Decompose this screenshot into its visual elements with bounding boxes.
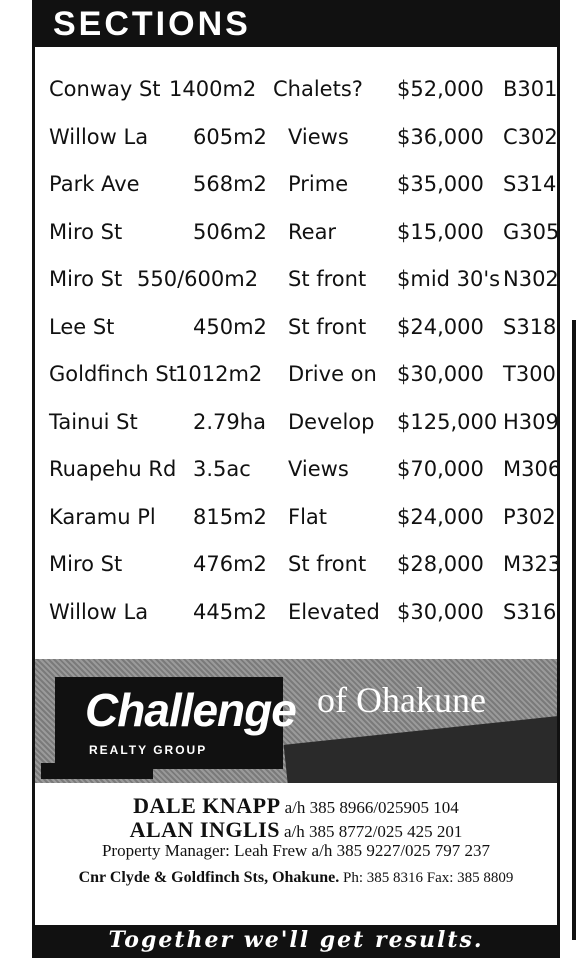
listing-size: 1400m2: [169, 77, 257, 101]
agent-phone: a/h 385 8772/025 425 201: [283, 822, 463, 841]
listing-price: $15,000: [397, 219, 484, 244]
listing-row: [45, 362, 560, 410]
listing-desc: Views: [288, 457, 349, 481]
listing-price: $24,000: [397, 504, 484, 529]
listing-size: 3.5ac: [193, 457, 251, 481]
agent-name: DALE KNAPP: [133, 793, 281, 818]
logo-subtitle: REALTY GROUP: [89, 743, 208, 757]
agent-phone: a/h 385 8966/025905 104: [284, 798, 459, 817]
listings-table: [45, 77, 560, 647]
office-address: Cnr Clyde & Goldfinch Sts, Ohakune.: [78, 869, 340, 886]
listing-street: Willow La: [49, 599, 149, 624]
challenge-logo: [55, 677, 296, 769]
listing-row: [45, 267, 560, 315]
listing-code: S316: [503, 599, 557, 624]
listing-row: [45, 172, 560, 220]
listing-code: H309: [503, 409, 559, 434]
page-edge-bar: [572, 320, 576, 940]
listing-street: Goldfinch St: [49, 362, 177, 386]
listing-code: M306: [503, 457, 562, 481]
logo-wordmark: Challenge: [85, 684, 296, 736]
listing-street: Miro St: [49, 552, 123, 576]
listing-desc: Drive on: [288, 362, 377, 386]
office-fax: Fax: 385 8809: [426, 870, 514, 886]
listing-desc: Chalets?: [273, 77, 363, 101]
page-title: SECTIONS: [53, 5, 251, 43]
listing-desc: St front: [288, 314, 367, 339]
listing-row: [45, 220, 560, 268]
listing-desc: Prime: [288, 172, 349, 196]
listing-price: $36,000: [397, 124, 484, 149]
listing-street: Miro St: [49, 219, 123, 244]
listing-size: 506m2: [193, 219, 267, 244]
office-phone: Ph: 385 8316: [342, 870, 423, 886]
listing-size: 568m2: [193, 172, 267, 196]
listing-code: B301: [503, 77, 558, 101]
listing-code: T300: [503, 362, 556, 386]
listing-street: Karamu Pl: [49, 504, 156, 529]
listing-price: $30,000: [397, 362, 484, 386]
listing-row: [45, 77, 560, 125]
listing-size: 815m2: [193, 504, 267, 529]
contact-block: [35, 793, 557, 893]
agent-name: ALAN INGLIS: [129, 817, 280, 842]
listing-price: $35,000: [397, 172, 484, 196]
listing-price: $24,000: [397, 314, 484, 339]
listing-price: $52,000: [397, 77, 484, 101]
agency-location: of Ohakune: [317, 680, 486, 720]
listing-code: M323: [503, 552, 562, 576]
listing-desc: St front: [288, 267, 367, 291]
listing-price: $70,000: [397, 457, 484, 481]
agent-line: [35, 793, 557, 817]
listing-price: $28,000: [397, 552, 484, 576]
listing-size: 1012m2: [175, 362, 263, 386]
listing-code: G305: [503, 219, 560, 244]
logo-strip: [41, 763, 153, 779]
listing-size: 476m2: [193, 552, 267, 576]
section-header: [35, 3, 557, 47]
listing-code: C302: [503, 124, 558, 149]
listing-size: 450m2: [193, 314, 267, 339]
listing-street: Miro St: [49, 267, 123, 291]
agency-banner: [35, 659, 557, 783]
listing-row: [45, 410, 560, 458]
listing-row: [45, 505, 560, 553]
listing-code: P302: [503, 504, 556, 529]
listing-price: $125,000: [397, 409, 498, 434]
listing-street: Tainui St: [49, 409, 138, 434]
listing-street: Ruapehu Rd: [49, 457, 177, 481]
listing-street: Conway St: [49, 77, 161, 101]
listing-desc: Elevated: [288, 599, 380, 624]
listing-desc: Rear: [288, 219, 337, 244]
listing-row: [45, 600, 560, 648]
listing-size: 2.79ha: [193, 409, 266, 434]
listing-row: [45, 315, 560, 363]
office-address-line: [35, 869, 557, 893]
listing-desc: St front: [288, 552, 367, 576]
real-estate-advert: [32, 0, 560, 958]
listing-desc: Views: [288, 124, 349, 149]
listing-price: $30,000: [397, 599, 484, 624]
listing-price: $mid 30's: [397, 267, 501, 291]
listing-size: 550/600m2: [137, 267, 259, 291]
listing-street: Willow La: [49, 124, 149, 149]
listing-code: S314: [503, 172, 557, 196]
listing-desc: Flat: [288, 504, 328, 529]
slogan-footer: [35, 925, 557, 955]
property-manager-line: Property Manager: Leah Frew a/h 385 9227/025 797 237: [101, 841, 491, 860]
listing-street: Lee St: [49, 314, 115, 339]
listing-code: N302: [503, 267, 559, 291]
agent-line: [35, 817, 557, 841]
listing-code: S318: [503, 314, 557, 339]
banner-diagonal-stripe: [284, 714, 557, 783]
listing-row: [45, 125, 560, 173]
listing-street: Park Ave: [49, 172, 140, 196]
listing-size: 445m2: [193, 599, 267, 624]
listing-desc: Develop: [288, 409, 375, 434]
listing-size: 605m2: [193, 124, 267, 149]
listing-row: [45, 457, 560, 505]
listing-row: [45, 552, 560, 600]
slogan-text: Together we'll get results.: [108, 927, 484, 953]
